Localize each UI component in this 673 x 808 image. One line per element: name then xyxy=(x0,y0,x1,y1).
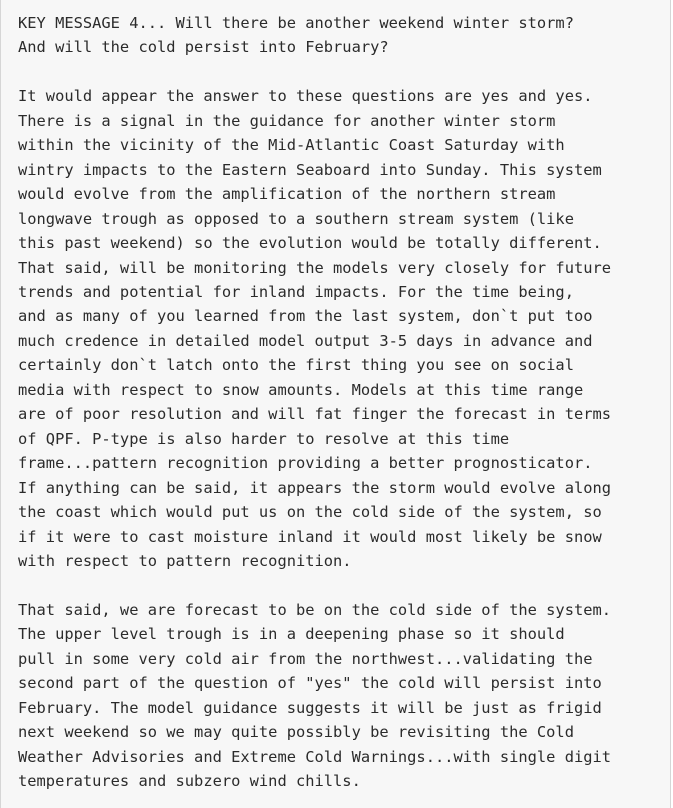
key-message-text: KEY MESSAGE 4... Will there be another weekend winter storm? And will the cold persist into February? It would appear the answer to these questions are yes and yes. There is a signal in the guidance for another winter storm within the vicinity of the Mid-Atlantic Coast Saturday with wintry impacts to the Eastern Seaboard into Sunday. This system would evolve from the amplification of the northern stream longwave trough as opposed to a southern stream system (like this past weekend) so the evolution would be totally different. That said, will be monitoring the models very closely for future trends and potential for inland impacts. For the time being, and as many of you learned from the last system, don`t put too much credence in detailed model output 3-5 days in advance and certainly don`t latch onto the first thing you see on social media with respect to snow amounts. Models at this time range are of poor resolution and will fat finger the forecast in terms of QPF. P-type is also harder to resolve at this time frame...pattern recognition providing a better prognosticator. If anything can be said, it appears the storm would evolve along the coast which would put us on the cold side of the system, so if it were to cast moisture inland it would most likely be snow with respect to pattern recognition. That said, we are forecast to be on the cold side of the system. The upper level trough is in a deepening phase so it should pull in some very cold air from the northwest...validating the second part of the question of "yes" the cold will persist into February. The model guidance suggests it will be just as frigid next weekend so we may quite possibly be revisiting the Cold Weather Advisories and Extreme Cold Warnings...with single digit temperatures and subzero wind chills. xyxy=(18,14,612,791)
